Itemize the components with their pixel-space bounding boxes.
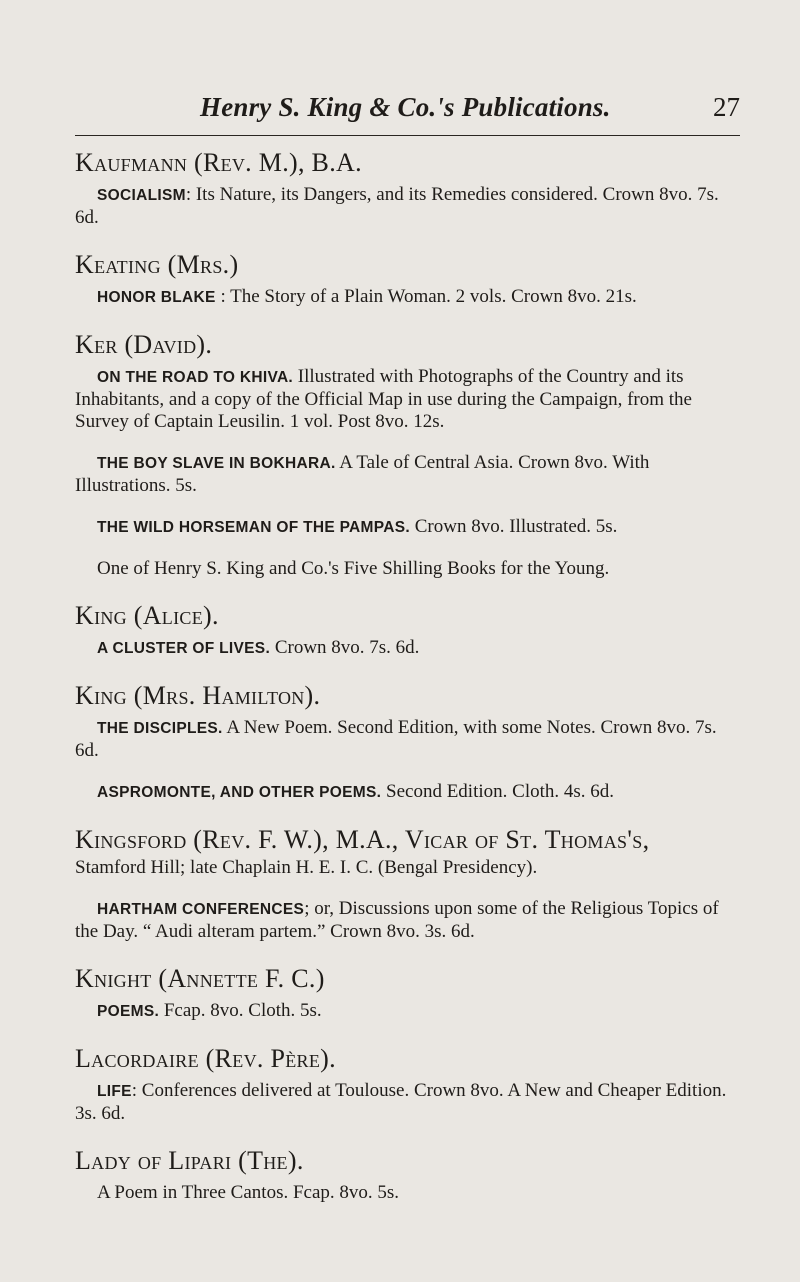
page-number: 27 (713, 92, 740, 122)
entry-author: Ker (David). (75, 330, 213, 359)
entry-author: Kaufmann (Rev. M.), B.A. (75, 148, 362, 177)
work-title: THE WILD HORSEMAN OF THE PAMPAS. (97, 519, 410, 536)
entry-work (75, 637, 743, 660)
catalogue-entry (75, 962, 743, 1023)
entry-work (75, 452, 743, 497)
work-description: Illustrated with Photographs of the Country and its Inhabitants, and a copy of the Official Map in use during the Campaign, from the Survey of Captain Leusilin. 1 vol. Post 8vo. 12s. (75, 366, 692, 432)
work-title: HONOR BLAKE (97, 289, 216, 306)
work-description: Fcap. 8vo. Cloth. 5s. (159, 1000, 322, 1021)
catalogue-entry (75, 1042, 743, 1125)
work-title: THE BOY SLAVE IN BOKHARA. (97, 455, 336, 472)
work-description: Second Edition. Cloth. 4s. 6d. (381, 781, 615, 802)
work-description: : Conferences delivered at Toulouse. Crown 8vo. A New and Cheaper Edition. 3s. 6d. (75, 1080, 727, 1124)
work-description: Crown 8vo. Illustrated. 5s. (410, 516, 618, 537)
work-description: One of Henry S. King and Co.'s Five Shilling Books for the Young. (97, 558, 610, 579)
catalogue-entry (75, 146, 743, 229)
work-title: HARTHAM CONFERENCES (97, 901, 305, 918)
entry-author: King (Mrs. Hamilton). (75, 681, 321, 710)
work-description: Crown 8vo. 7s. 6d. (270, 637, 420, 658)
work-description: : Its Nature, its Dangers, and its Remedies considered. Crown 8vo. 7s. 6d. (75, 184, 719, 228)
work-title: LIFE (97, 1083, 132, 1100)
entry-author: Lady of Lipari (The). (75, 1146, 304, 1175)
work-title: THE DISCIPLES. (97, 720, 223, 737)
entry-work (75, 516, 743, 539)
entry-work (75, 286, 743, 309)
entry-work (75, 366, 743, 433)
entry-author: King (Alice). (75, 601, 219, 630)
catalogue-entries (75, 140, 743, 1223)
catalogue-entry (75, 1144, 743, 1204)
catalogue-entry (75, 599, 743, 660)
work-title: SOCIALISM (97, 187, 186, 204)
work-title: ON THE ROAD TO KHIVA. (97, 369, 294, 386)
running-title: Henry S. King & Co.'s Publications. (200, 92, 611, 122)
catalogue-entry (75, 679, 743, 804)
entry-work (75, 1080, 743, 1125)
running-head (200, 92, 740, 132)
header-rule (75, 135, 740, 136)
work-description: A Tale of Central Asia. Crown 8vo. With Illustrations. 5s. (75, 452, 650, 496)
entry-work (75, 1000, 743, 1023)
work-title: A CLUSTER OF LIVES. (97, 640, 271, 657)
entry-author: Keating (Mrs.) (75, 250, 239, 279)
work-description: : The Story of a Plain Woman. 2 vols. Crown 8vo. 21s. (215, 286, 637, 307)
work-title: POEMS. (97, 1003, 160, 1020)
entry-work (75, 717, 743, 762)
work-description: A New Poem. Second Edition, with some Notes. Crown 8vo. 7s. 6d. (75, 717, 717, 761)
entry-author: Kingsford (Rev. F. W.), M.A., Vicar of St. Thomas's, (75, 825, 650, 854)
catalogue-entry (75, 328, 743, 580)
catalogue-entry (75, 823, 743, 943)
entry-author: Knight (Annette F. C.) (75, 964, 325, 993)
entry-work (75, 184, 743, 229)
entry-author: Lacordaire (Rev. Père). (75, 1044, 336, 1073)
catalogue-entry (75, 248, 743, 309)
entry-note (75, 558, 743, 580)
entry-work (75, 898, 743, 943)
work-description: A Poem in Three Cantos. Fcap. 8vo. 5s. (97, 1182, 400, 1203)
work-description: ; or, Discussions upon some of the Religious Topics of the Day. “ Audi alteram partem.” Crown 8vo. 3s. 6d. (75, 898, 719, 942)
entry-work (75, 1182, 743, 1204)
work-title: ASPROMONTE, AND OTHER POEMS. (97, 784, 382, 801)
entry-author-subline: Stamford Hill; late Chaplain H. E. I. C. (Bengal Presidency). (75, 857, 538, 878)
entry-work (75, 781, 743, 804)
